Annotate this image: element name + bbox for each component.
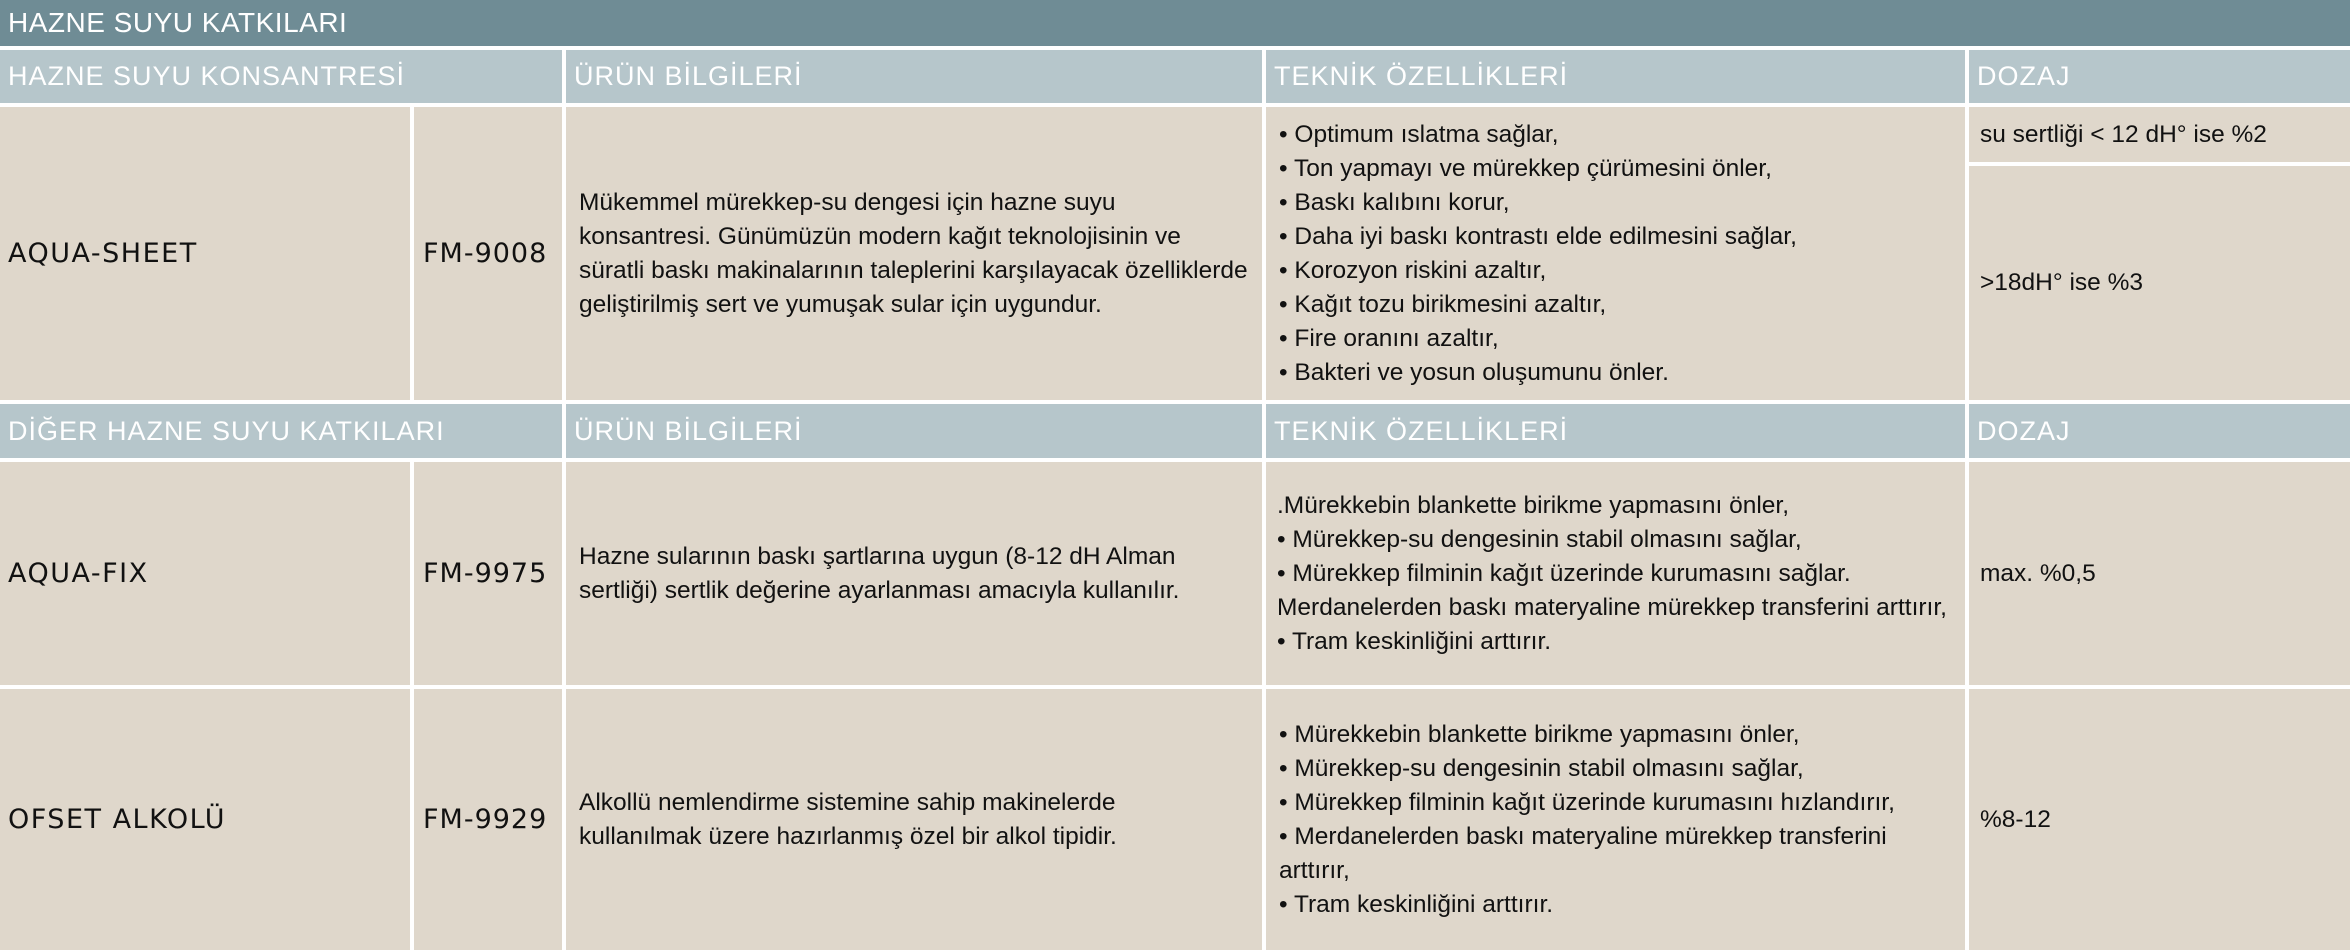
product-info-aqua-fix: Hazne sularının baskı şartlarına uygun (8-12 dH Alman sertliği) sertlik değerine ayarlanması amacıyla kullanılır. [566,462,1262,685]
tech-item: .Mürekkebin blankette birikme yapmasını önler, [1277,491,1790,519]
product-info-ofset-alkolu: Alkollü nemlendirme sistemine sahip makinelerde kullanılmak üzere hazırlanmış özel bir alkol tipidir. [566,689,1262,950]
dose-aqua-sheet-hard: >18dH° ise %3 [1969,166,2350,400]
tech-list [1279,118,1797,390]
dose-aqua-fix: max. %0,5 [1969,462,2350,685]
tech-item: • Tram keskinliğini arttırır. [1279,890,1554,918]
tech-specs-aqua-sheet [1266,107,1965,400]
tech-item: • Daha iyi baskı kontrastı elde edilmesini sağlar, [1279,222,1797,250]
tech-item: Merdanelerden baskı materyaline mürekkep transferini arttırır, [1277,593,1947,621]
tech-item: • Mürekkep filminin kağıt üzerinde kurumasını hızlandırır, [1279,788,1895,816]
tech-specs-ofset-alkolu [1266,689,1965,950]
section1-header-tech: TEKNİK ÖZELLİKLERİ [1266,50,1965,103]
product-name-ofset-alkolu: OFSET ALKOLÜ [0,689,410,950]
section2-header-group: DİĞER HAZNE SUYU KATKILARI [0,404,562,458]
section2-header-tech: TEKNİK ÖZELLİKLERİ [1266,404,1965,458]
tech-item: • Korozyon riskini azaltır, [1279,256,1547,284]
tech-item: • Baskı kalıbını korur, [1279,188,1510,216]
tech-item: • Kağıt tozu birikmesini azaltır, [1279,290,1607,318]
section1-header-info: ÜRÜN BİLGİLERİ [566,50,1262,103]
product-info-aqua-sheet: Mükemmel mürekkep-su dengesi için hazne suyu konsantresi. Günümüzün modern kağıt teknolojisinin ve süratli baskı makinalarının taleplerini karşılayacak özelliklerde geliştirilmiş sert ve yumuşak sular için uygundur. [566,107,1262,400]
tech-item: • Mürekkep filminin kağıt üzerinde kurumasını sağlar. [1277,559,1851,587]
product-name-aqua-fix: AQUA-FIX [0,462,410,685]
product-code-ofset-alkolu: FM-9929 [414,689,562,950]
section2-header-info: ÜRÜN BİLGİLERİ [566,404,1262,458]
product-code-aqua-fix: FM-9975 [414,462,562,685]
tech-item: • Optimum ıslatma sağlar, [1279,120,1559,148]
tech-item: • Mürekkebin blankette birikme yapmasını önler, [1279,720,1800,748]
section1-header-dose: DOZAJ [1969,50,2350,103]
tech-item: • Ton yapmayı ve mürekkep çürümesini önler, [1279,154,1772,182]
dose-aqua-sheet-soft: su sertliği < 12 dH° ise %2 [1969,107,2350,162]
section1-header-group: HAZNE SUYU KONSANTRESİ [0,50,562,103]
table-title: HAZNE SUYU KATKILARI [0,0,2350,46]
tech-item: • Tram keskinliğini arttırır. [1277,627,1552,655]
tech-item: • Mürekkep-su dengesinin stabil olmasını sağlar, [1277,525,1802,553]
product-code-aqua-sheet: FM-9008 [414,107,562,400]
tech-item: • Merdanelerden baskı materyaline mürekkep transferini arttırır, [1279,822,1894,884]
tech-item: • Bakteri ve yosun oluşumunu önler. [1279,358,1669,386]
dose-ofset-alkolu: %8-12 [1969,689,2350,950]
tech-list [1279,718,1951,922]
tech-specs-aqua-fix [1266,462,1965,685]
product-name-aqua-sheet: AQUA-SHEET [0,107,410,400]
tech-item: • Fire oranını azaltır, [1279,324,1499,352]
tech-list [1277,489,1947,659]
tech-item: • Mürekkep-su dengesinin stabil olmasını sağlar, [1279,754,1804,782]
section2-header-dose: DOZAJ [1969,404,2350,458]
